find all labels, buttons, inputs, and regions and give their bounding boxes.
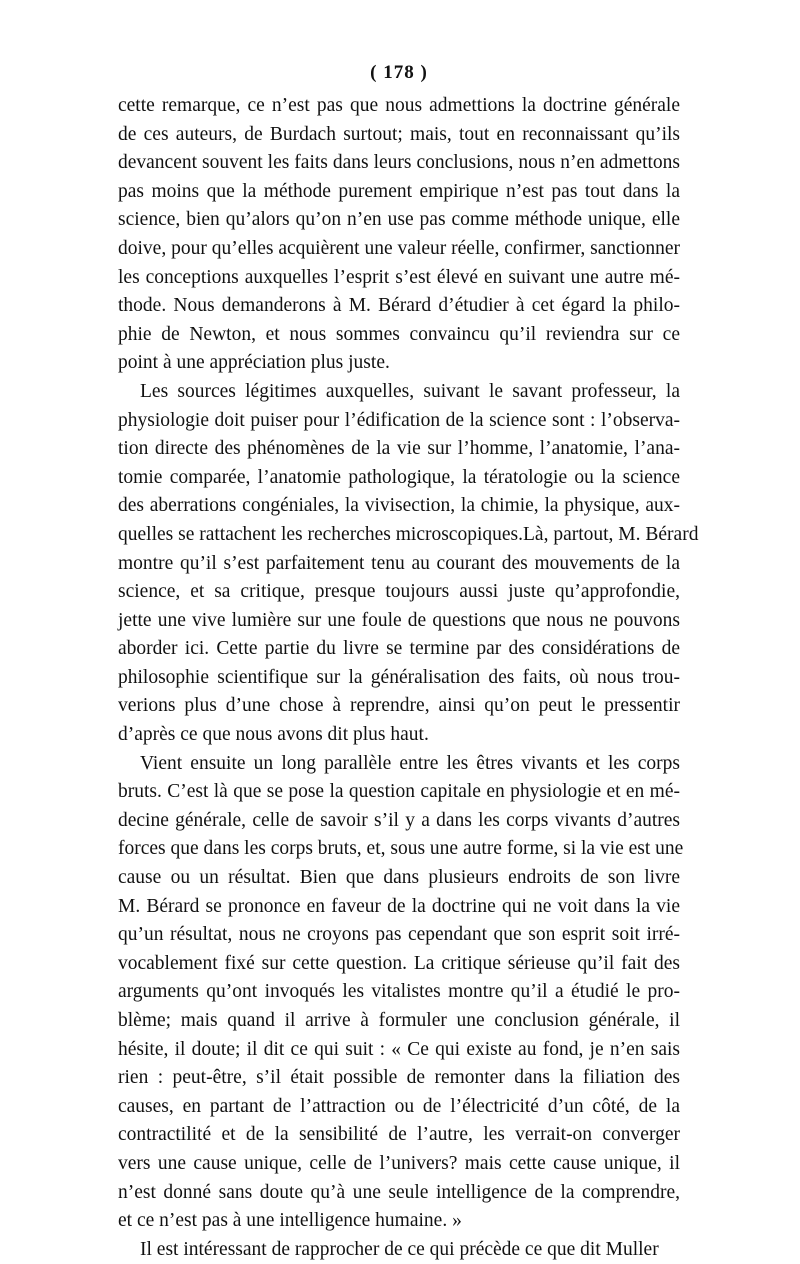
paragraph — [118, 92, 680, 378]
text-line: decine générale, celle de savoir s’il y a dans les corps vivants d’autres — [118, 809, 680, 831]
text-line: Vient ensuite un long parallèle entre les êtres vivants et les corps — [140, 752, 680, 774]
paragraph — [118, 378, 699, 750]
text-line: montre qu’il s’est parfaitement tenu au courant des mouvements de la — [118, 552, 680, 574]
text-line: forces que dans les corps bruts, et, sous une autre forme, si la vie est une — [118, 838, 684, 860]
text-line: les conceptions auxquelles l’esprit s’est élevé en suivant une autre mé- — [118, 266, 680, 288]
text-line: doive, pour qu’elles acquièrent une valeur réelle, confirmer, sanctionner — [118, 237, 680, 259]
text-line: M. Bérard se prononce en faveur de la doctrine qui ne voit dans la vie — [118, 895, 680, 917]
text-line: point à une appréciation plus juste. — [118, 352, 390, 374]
text-line: causes, en partant de l’attraction ou de l’électricité d’un côté, de la — [118, 1095, 680, 1117]
text-line: arguments qu’ont invoqués les vitalistes montre qu’il a étudié le pro- — [118, 981, 680, 1003]
text-line: vocablement fixé sur cette question. La critique sérieuse qu’il fait des — [118, 952, 680, 974]
book-page — [118, 58, 699, 1264]
page-number: ( 178 ) — [370, 62, 428, 83]
text-line: Il est intéressant de rapprocher de ce qui précède ce que dit Muller — [140, 1238, 659, 1260]
text-line: rien : peut-être, s’il était possible de remonter dans la filiation des — [118, 1067, 680, 1089]
text-line: devancent souvent les faits dans leurs conclusions, nous n’en admettons — [118, 152, 680, 174]
text-line: vers une cause unique, celle de l’univers? mais cette cause unique, il — [118, 1152, 680, 1174]
body-text — [118, 92, 699, 1264]
text-line: physiologie doit puiser pour l’édification de la science sont : l’observa- — [118, 409, 680, 431]
text-line: et ce n’est pas à une intelligence humaine. » — [118, 1210, 462, 1232]
text-line: aborder ici. Cette partie du livre se termine par des considérations de — [118, 638, 680, 660]
text-line: verions plus d’une chose à reprendre, ainsi qu’on peut le pressentir — [118, 695, 680, 717]
text-line: quelles se rattachent les recherches microscopiques.Là, partout, M. Bérard — [118, 523, 699, 545]
text-line: phie de Newton, et nous sommes convaincu qu’il reviendra sur ce — [118, 323, 680, 345]
paragraph — [118, 750, 684, 1236]
text-line: cette remarque, ce n’est pas que nous admettions la doctrine générale — [118, 95, 680, 116]
text-line: qu’un résultat, nous ne croyons pas cependant que son esprit soit irré- — [118, 924, 680, 946]
text-line: de ces auteurs, de Burdach surtout; mais, tout en reconnaissant qu’ils — [118, 123, 680, 145]
text-line: n’est donné sans doute qu’à une seule intelligence de la comprendre, — [118, 1181, 680, 1203]
text-line: philosophie scientifique sur la généralisation des faits, où nous trou- — [118, 666, 680, 688]
text-line: Les sources légitimes auxquelles, suivant le savant professeur, la — [140, 380, 680, 402]
text-line: science, et sa critique, presque toujours aussi juste qu’approfondie, — [118, 581, 680, 603]
text-line: hésite, il doute; il dit ce qui suit : « Ce qui existe au fond, je n’en sais — [118, 1038, 680, 1060]
text-line: tomie comparée, l’anatomie pathologique, la tératologie ou la science — [118, 466, 680, 488]
text-line: d’après ce que nous avons dit plus haut. — [118, 724, 429, 746]
text-line: contractilité et de la sensibilité de l’autre, les verrait-on converger — [118, 1124, 680, 1146]
text-line: thode. Nous demanderons à M. Bérard d’étudier à cet égard la philo- — [118, 295, 680, 317]
text-line: bruts. C’est là que se pose la question capitale en physiologie et en mé- — [118, 781, 680, 803]
paragraph — [118, 1236, 680, 1264]
text-line: pas moins que la méthode purement empirique n’est pas tout dans la — [118, 180, 680, 202]
text-line: science, bien qu’alors qu’on n’en use pas comme méthode unique, elle — [118, 209, 680, 231]
text-line: tion directe des phénomènes de la vie sur l’homme, l’anatomie, l’ana- — [118, 438, 680, 460]
text-line: des aberrations congéniales, la vivisection, la chimie, la physique, aux- — [118, 495, 680, 517]
text-line: blème; mais quand il arrive à formuler une conclusion générale, il — [118, 1010, 680, 1031]
text-line: jette une vive lumière sur une foule de questions que nous ne pouvons — [118, 609, 680, 631]
text-line: cause ou un résultat. Bien que dans plusieurs endroits de son livre — [118, 867, 680, 889]
